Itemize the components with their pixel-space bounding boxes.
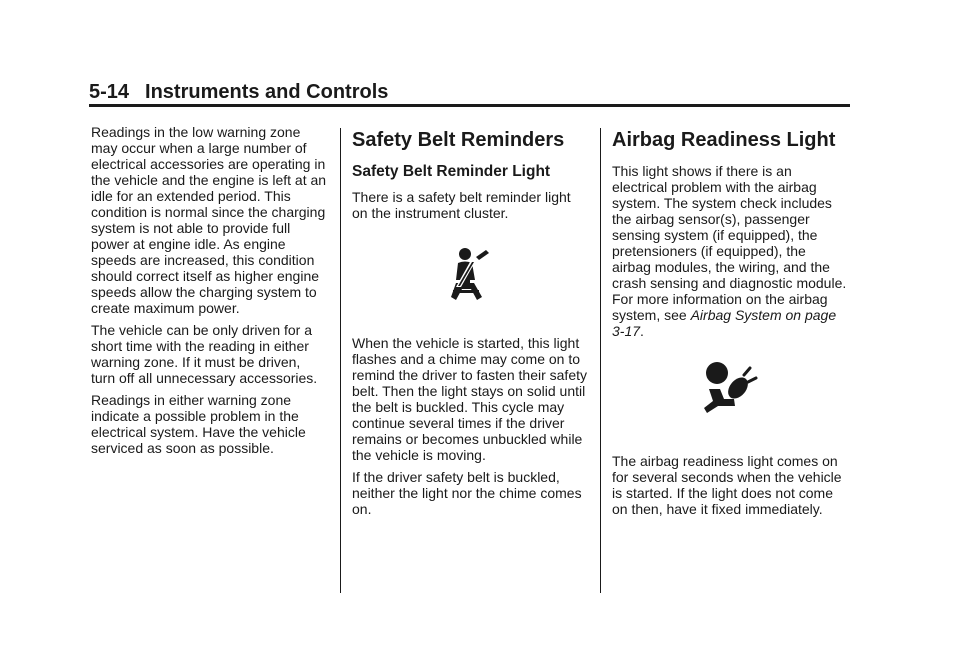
section-heading: Safety Belt Reminders bbox=[352, 129, 565, 151]
seatbelt-reminder-icon bbox=[448, 247, 498, 303]
paragraph: Readings in the low warning zone may occur when a large number of electrical accessories are operating in the vehicle and the engine is left at an idle for an extended period. This condition is normal since the charging system is not able to provide full power at engine idle. As engine speeds are increased, this condition should correct itself as higher engine speeds allow the charging system to create maximum power. bbox=[91, 124, 327, 316]
seatbelt-icon-figure bbox=[352, 227, 588, 335]
paragraph: There is a safety belt reminder light on the instrument cluster. bbox=[352, 189, 571, 221]
column-2 bbox=[352, 128, 588, 523]
column-divider-2 bbox=[600, 128, 601, 593]
cross-reference-link[interactable]: Airbag System on page 3-17 bbox=[612, 307, 837, 339]
section-title: Instruments and Controls bbox=[145, 81, 389, 103]
paragraph: The vehicle can be only driven for a short time with the reading in either warning zone. If it must be driven, turn off all unnecessary accessories. bbox=[91, 322, 318, 386]
paragraph-end: . bbox=[640, 323, 644, 339]
paragraph: When the vehicle is started, this light flashes and a chime may come on to remind the driver to fasten their safety belt. Then the light stays on solid until the belt is buckled. This cycle may continue several times if the driver remains or becomes unbuckled while the vehicle is moving. bbox=[352, 335, 587, 463]
airbag-readiness-icon bbox=[704, 361, 758, 417]
column-1 bbox=[91, 124, 327, 462]
subsection-heading: Safety Belt Reminder Light bbox=[352, 163, 551, 180]
column-3 bbox=[612, 128, 848, 523]
page-number: 5-14 bbox=[89, 81, 130, 103]
page-header bbox=[89, 80, 849, 104]
paragraph bbox=[612, 163, 848, 339]
column-divider-1 bbox=[340, 128, 341, 593]
paragraph: Readings in either warning zone indicate a possible problem in the electrical system. Have the vehicle serviced as soon as possible. bbox=[91, 392, 306, 456]
header-rule bbox=[89, 104, 850, 107]
paragraph: The airbag readiness light comes on for several seconds when the vehicle is started. If the light does not come on then, have it fixed immediately. bbox=[612, 453, 842, 517]
section-heading: Airbag Readiness Light bbox=[612, 129, 836, 151]
paragraph: If the driver safety belt is buckled, neither the light nor the chime comes on. bbox=[352, 469, 582, 517]
airbag-icon-figure bbox=[612, 345, 848, 453]
paragraph-text: This light shows if there is an electrical problem with the airbag system. The system check includes the airbag sensor(s), passenger sensing system (if equipped), the pretensioners (if equipped), the airbag modules, the wiring, and the crash sensing and diagnostic module. For more information on the airbag system, see bbox=[612, 163, 847, 323]
